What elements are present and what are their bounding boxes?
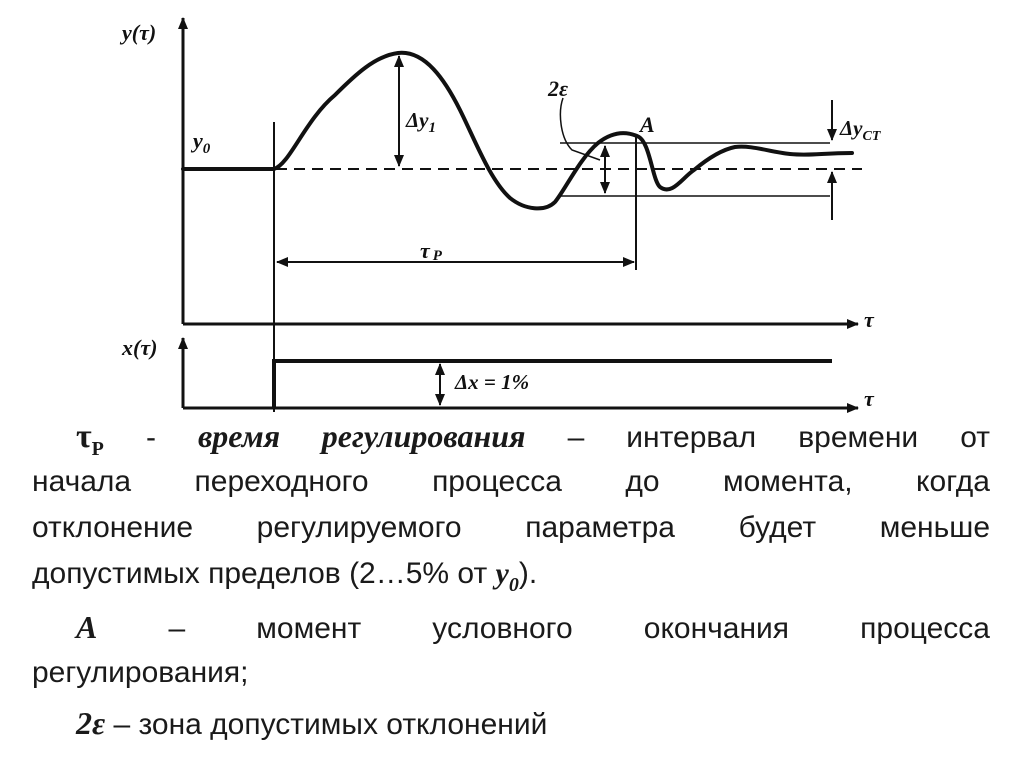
- definition-line3: отклонение регулируемого параметра будет меньше: [32, 511, 990, 544]
- a-term: А: [76, 609, 98, 645]
- definition-line2: начала переходного процесса до момента, когда: [32, 465, 990, 498]
- dash: -: [103, 421, 198, 454]
- dyct-label: $\Delta y_{CT}$: [840, 116, 881, 144]
- tau-axis-label-top: τ: [864, 307, 874, 332]
- tau-p-term: время регулирования: [197, 418, 526, 454]
- two-eps-leader: [560, 98, 600, 160]
- response-curve: [183, 53, 852, 209]
- tau-p-symbol: $\tau_P$: [76, 418, 104, 460]
- point-a-label: A: [640, 112, 655, 137]
- definition-a: [32, 604, 990, 652]
- tau-p-line1-rest: – интервал времени от: [525, 421, 990, 454]
- definition-a-line2: регулирования;: [32, 656, 249, 689]
- dx-label: Δx = 1%: [455, 370, 530, 394]
- definition-2eps: [32, 700, 990, 748]
- two-eps-term: 2ε: [76, 705, 106, 741]
- y0-ref-sub: 0: [508, 574, 519, 596]
- step-input-signal: [274, 361, 832, 408]
- line4-end: ).: [518, 557, 538, 590]
- tau-p-label: τ P: [420, 238, 442, 264]
- tau-axis-label-bottom: τ: [864, 386, 874, 411]
- line4-start: допустимых пределов (2…5% от: [32, 557, 496, 590]
- y-axis-label: y(τ): [122, 20, 157, 45]
- dy1-label: $\Delta y_1$: [406, 108, 436, 136]
- two-eps-rest: – зона допустимых отклонений: [105, 708, 548, 741]
- a-line1-rest: – момент условного окончания процесса: [97, 612, 990, 645]
- y0-label: $y_0$: [193, 128, 211, 157]
- definition-line4: [32, 551, 990, 608]
- y0-ref: y: [495, 557, 509, 590]
- x-axis-label: x(τ): [122, 335, 158, 360]
- two-eps-label: 2ε: [548, 76, 569, 101]
